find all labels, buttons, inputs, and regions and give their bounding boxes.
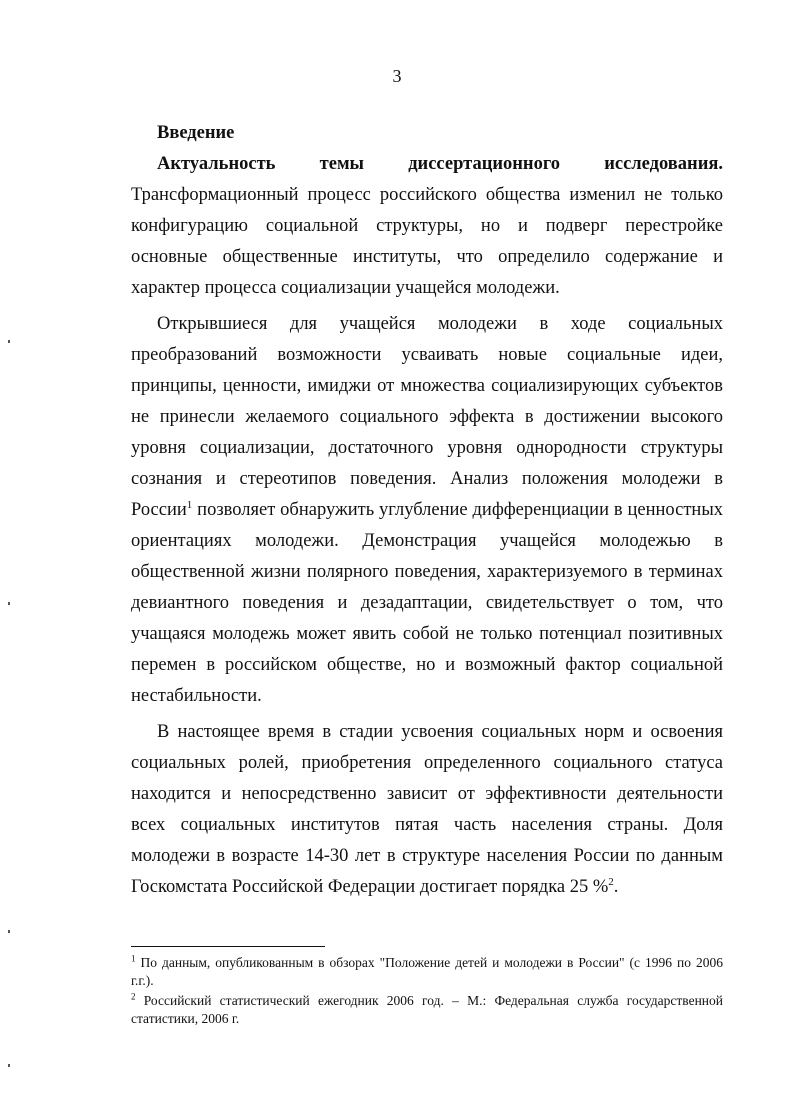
footnote-1-text: По данным, опубликованным в обзорах "Положение детей и молодежи в России" (с 1996 по 2006 г.г.). <box>131 955 723 988</box>
topic-word-2: темы <box>319 154 364 174</box>
topic-heading-line <box>131 149 723 180</box>
body-text <box>131 118 723 903</box>
page-number: 3 <box>392 66 402 86</box>
scan-speck <box>8 340 10 343</box>
paragraph-relevance: Трансформационный процесс российского общества изменил не только конфигурацию социальной структуры, но и подверг перестройке основные общественные институты, что определило содержание и характер процесса социализации учащейся молодежи. <box>131 185 723 298</box>
paragraph-opportunities-text-b: позволяет обнаружить углубление дифференциации в ценностных ориентациях молодежи. Демонстрация учащейся молодежью в общественной жизни полярного поведения, характеризуемого в терминах девиантного поведения и дезадаптации, свидетельствует о том, что учащаяся молодежь может явить собой не только потенциал позитивных перемен в российском обществе, но и возможный фактор социальной нестабильности. <box>131 500 723 706</box>
footnote-separator <box>131 946 325 947</box>
paragraph-opportunities <box>131 309 723 712</box>
footnote-2-text: Российский статистический ежегодник 2006 год. – М.: Федеральная служба государственной статистики, 2006 г. <box>131 993 723 1026</box>
paragraph-present-time-text-a: В настоящее время в стадии усвоения социальных норм и освоения социальных ролей, приобретения определенного социального статуса находится и непосредственно зависит от эффективности деятельности всех социальных институтов пятая часть населения страны. Доля молодежи в возрасте 14-30 лет в структуре населения России по данным Госкомстата Российской Федерации достигает порядка 25 % <box>131 722 723 897</box>
paragraph-present-time-text-b: . <box>613 877 619 897</box>
footnote-2 <box>131 992 723 1028</box>
footnote-1 <box>131 954 723 990</box>
footnote-ref-1: 1 <box>186 498 193 511</box>
topic-word-3: диссертационного <box>408 154 561 174</box>
topic-word-1: Актуальность <box>157 154 276 174</box>
scan-speck <box>8 1064 10 1067</box>
scan-speck <box>8 930 10 933</box>
topic-word-4: исследования. <box>604 154 723 174</box>
paragraph-present-time <box>131 717 723 903</box>
footnote-1-marker: 1 <box>131 953 136 964</box>
footnote-2-marker: 2 <box>131 991 136 1002</box>
scan-speck <box>8 602 10 605</box>
footnote-ref-2: 2 <box>608 875 614 888</box>
footnotes <box>131 954 723 1030</box>
section-heading: Введение <box>157 123 235 143</box>
paragraph-opportunities-text-a: Открывшиеся для учащейся молодежи в ходе социальных преобразований возможности усваивать новые социальные идеи, принципы, ценности, имиджи от множества социализирующих субъектов не принесли желаемого социального эффекта в достижении высокого уровня социализации, достаточного уровня однородности структуры сознания и стереотипов поведения. Анализ положения молодежи в России <box>131 314 723 520</box>
